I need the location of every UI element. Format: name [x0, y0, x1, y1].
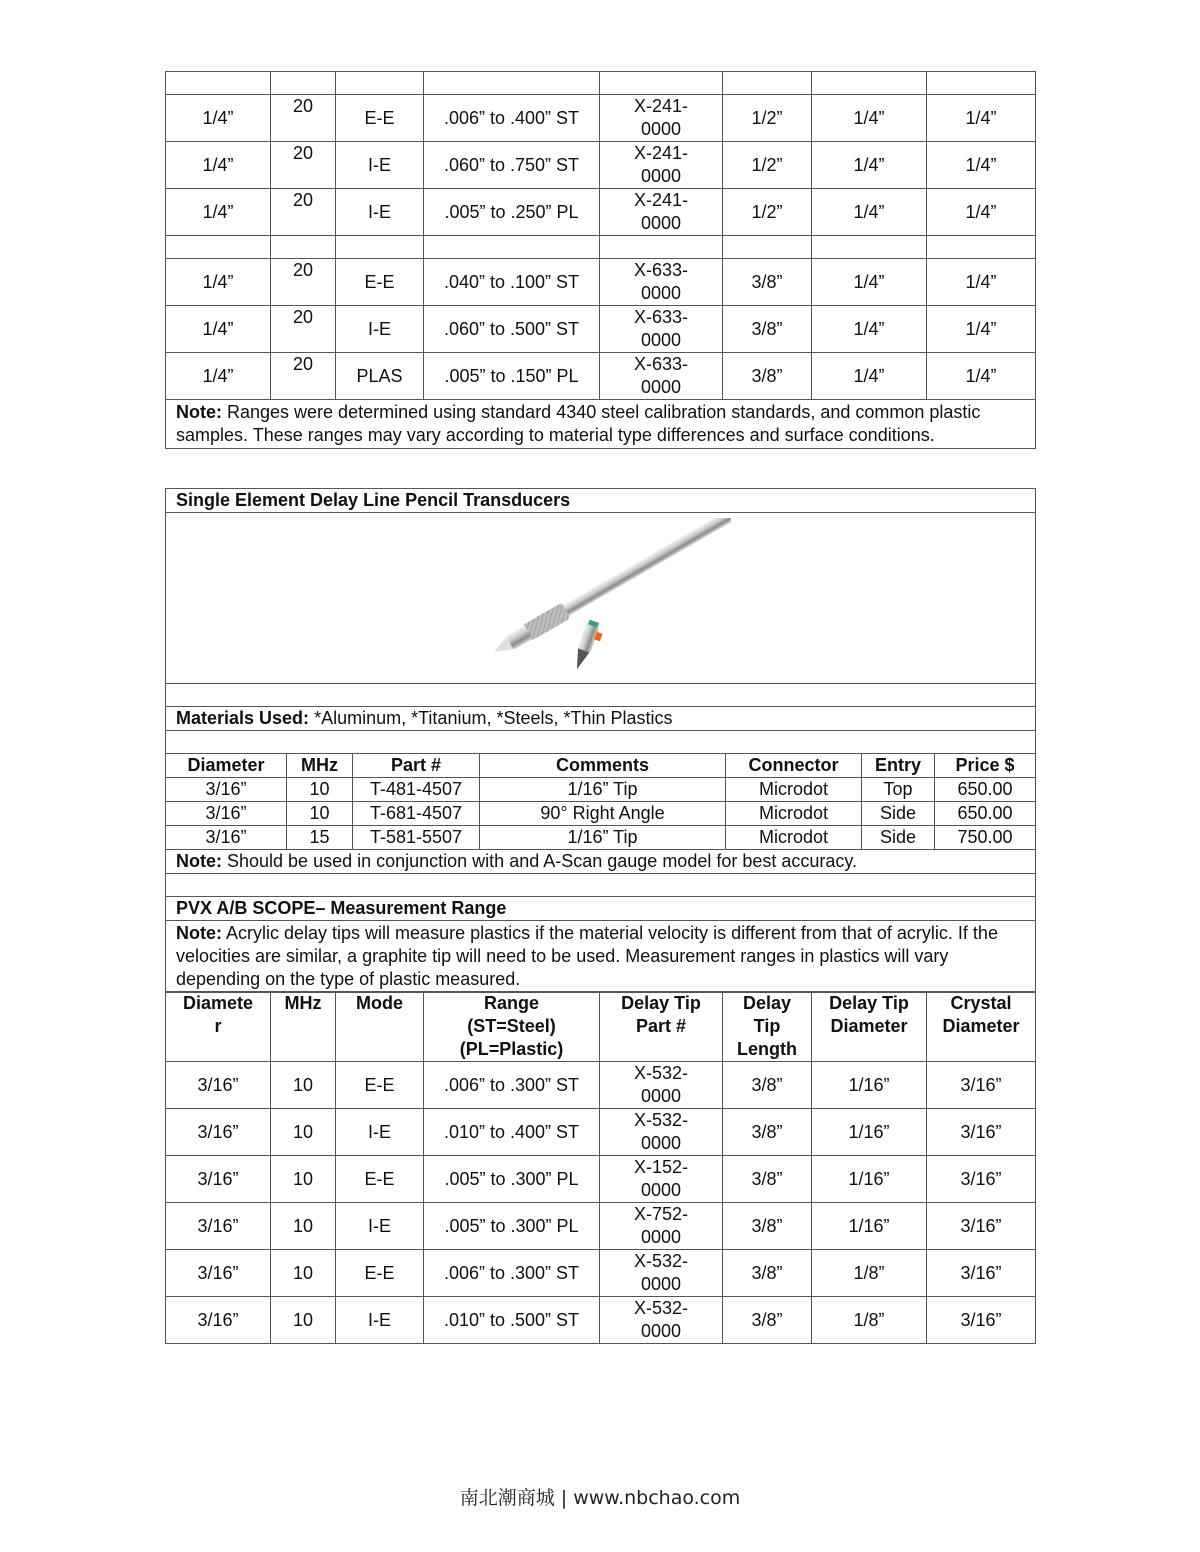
- table-cell: 3/16”: [927, 1203, 1036, 1250]
- spacer-row: [166, 874, 1036, 897]
- table-row: [166, 259, 1036, 306]
- table-row: [166, 826, 1036, 850]
- table-cell: 3/16”: [166, 1062, 271, 1109]
- table-cell: X-633- 0000: [600, 306, 723, 353]
- table-cell: 3/16”: [166, 826, 287, 850]
- table-cell: 10: [271, 1250, 336, 1297]
- table-cell: 10: [271, 1297, 336, 1344]
- table-cell: [336, 72, 424, 95]
- table-cell: 15: [287, 826, 353, 850]
- table-cell: 1/16” Tip: [480, 778, 726, 802]
- column-header: Entry: [862, 754, 935, 778]
- pvx-section-title: PVX A/B SCOPE– Measurement Range: [166, 897, 1036, 921]
- table-cell: 3/16”: [927, 1062, 1036, 1109]
- pvx-measurement-range-table: [165, 991, 1036, 1344]
- table-cell: 1/4”: [812, 306, 927, 353]
- table-cell: 1/16”: [812, 1203, 927, 1250]
- table-cell: X-532- 0000: [600, 1297, 723, 1344]
- table-cell: .060” to .750” ST: [424, 142, 600, 189]
- spacer-row: [166, 731, 1036, 754]
- table-row: [166, 189, 1036, 236]
- table-cell: 1/4”: [166, 142, 271, 189]
- table-cell: E-E: [336, 95, 424, 142]
- table-cell: I-E: [336, 1203, 424, 1250]
- table-cell: 1/4”: [927, 353, 1036, 400]
- table-cell: Microdot: [726, 778, 862, 802]
- table-cell: X-633- 0000: [600, 259, 723, 306]
- table-cell: 1/4”: [812, 142, 927, 189]
- blank-row: [166, 236, 1036, 259]
- table-cell: 3/16”: [166, 1109, 271, 1156]
- column-header: MHz: [271, 992, 336, 1062]
- column-header: Delay Tip Diameter: [812, 992, 927, 1062]
- table-cell: [424, 72, 600, 95]
- table-row: [166, 1156, 1036, 1203]
- column-header: MHz: [287, 754, 353, 778]
- table-cell: Side: [862, 802, 935, 826]
- table-cell: X-532- 0000: [600, 1109, 723, 1156]
- table-cell: 3/8”: [723, 306, 812, 353]
- header-row: [166, 754, 1036, 778]
- table-cell: 1/4”: [812, 259, 927, 306]
- table-row: [166, 778, 1036, 802]
- table-cell: 10: [287, 802, 353, 826]
- table-cell: 3/16”: [166, 778, 287, 802]
- column-header: Diameter: [166, 754, 287, 778]
- table-cell: 3/8”: [723, 1297, 812, 1344]
- table-cell: 3/8”: [723, 1062, 812, 1109]
- table-cell: I-E: [336, 306, 424, 353]
- table-cell: Microdot: [726, 802, 862, 826]
- table-cell: 3/16”: [166, 1156, 271, 1203]
- section-title: Single Element Delay Line Pencil Transducers: [166, 489, 1036, 513]
- table-cell: [600, 236, 723, 259]
- table-cell: [166, 236, 271, 259]
- table-cell: PLAS: [336, 353, 424, 400]
- product-photo: [166, 513, 1036, 684]
- table-cell: T-681-4507: [353, 802, 480, 826]
- footer-watermark: 南北潮商城 | www.nbchao.com: [459, 1487, 741, 1509]
- table-cell: 1/2”: [723, 95, 812, 142]
- table-cell: 1/16”: [812, 1109, 927, 1156]
- table-cell: [812, 236, 927, 259]
- acrylic-note: Note: Acrylic delay tips will measure plastics if the material velocity is different from that of acrylic. If the velocities are similar, a graphite tip will need to be used. Measurement ranges in plastics will vary depending on the type of plastic measured.: [166, 921, 1036, 993]
- ranges-note: Note: Ranges were determined using standard 4340 steel calibration standards, and common plastic samples. These ranges may vary according to material type differences and surface conditions.: [166, 400, 1036, 449]
- table-cell: [927, 236, 1036, 259]
- table-cell: 1/4”: [927, 189, 1036, 236]
- table-cell: 10: [271, 1062, 336, 1109]
- table-cell: 3/8”: [723, 1250, 812, 1297]
- table-cell: 1/4”: [812, 95, 927, 142]
- pencil-transducer-image: [471, 518, 731, 678]
- column-header: Range (ST=Steel) (PL=Plastic): [424, 992, 600, 1062]
- table-cell: 1/4”: [166, 306, 271, 353]
- table-cell: 1/4”: [812, 189, 927, 236]
- table-cell: [271, 72, 336, 95]
- table-cell: 3/16”: [927, 1156, 1036, 1203]
- table-cell: 1/8”: [812, 1297, 927, 1344]
- table-cell: 1/4”: [927, 306, 1036, 353]
- column-header: Comments: [480, 754, 726, 778]
- table-cell: 10: [271, 1203, 336, 1250]
- table-cell: 3/16”: [166, 1203, 271, 1250]
- spacer-row: [166, 684, 1036, 707]
- table-cell: X-241- 0000: [600, 142, 723, 189]
- table-cell: I-E: [336, 1297, 424, 1344]
- table-row: [166, 1297, 1036, 1344]
- table-cell: 1/2”: [723, 189, 812, 236]
- table-cell: 20: [271, 259, 336, 306]
- table-cell: 3/16”: [166, 1297, 271, 1344]
- table-cell: 3/8”: [723, 1203, 812, 1250]
- pencil-transducer-icon: [471, 518, 731, 678]
- table-cell: T-481-4507: [353, 778, 480, 802]
- table-cell: .040” to .100” ST: [424, 259, 600, 306]
- table-cell: 20: [271, 306, 336, 353]
- table-cell: .005” to .300” PL: [424, 1203, 600, 1250]
- measurement-range-table-1/4: [165, 71, 1036, 449]
- table-cell: [166, 72, 271, 95]
- blank-row: [166, 72, 1036, 95]
- table-cell: 3/16”: [927, 1250, 1036, 1297]
- table-cell: .006” to .300” ST: [424, 1062, 600, 1109]
- table-cell: .060” to .500” ST: [424, 306, 600, 353]
- table-cell: [424, 236, 600, 259]
- table-cell: 1/4”: [927, 259, 1036, 306]
- column-header: Price $: [935, 754, 1036, 778]
- table-row: [166, 306, 1036, 353]
- table-cell: 10: [287, 778, 353, 802]
- table-cell: X-152- 0000: [600, 1156, 723, 1203]
- table-cell: 1/16” Tip: [480, 826, 726, 850]
- table-row: [166, 1062, 1036, 1109]
- table-cell: Microdot: [726, 826, 862, 850]
- table-row: [166, 1250, 1036, 1297]
- table-cell: 3/16”: [927, 1297, 1036, 1344]
- table-cell: 1/4”: [166, 189, 271, 236]
- table-cell: 1/4”: [927, 95, 1036, 142]
- table-cell: E-E: [336, 1250, 424, 1297]
- table-cell: .006” to .300” ST: [424, 1250, 600, 1297]
- accuracy-note: Note: Should be used in conjunction with and A-Scan gauge model for best accuracy.: [166, 850, 1036, 874]
- column-header: Delay Tip Part #: [600, 992, 723, 1062]
- table-cell: T-581-5507: [353, 826, 480, 850]
- table-cell: [927, 72, 1036, 95]
- table-cell: [723, 72, 812, 95]
- table-row: [166, 353, 1036, 400]
- table-cell: 1/4”: [166, 259, 271, 306]
- table-row: [166, 1203, 1036, 1250]
- table-cell: .010” to .400” ST: [424, 1109, 600, 1156]
- table-cell: 20: [271, 142, 336, 189]
- table-cell: .005” to .250” PL: [424, 189, 600, 236]
- table-row: [166, 802, 1036, 826]
- table-cell: 1/16”: [812, 1156, 927, 1203]
- table-cell: [812, 72, 927, 95]
- table-cell: .005” to .150” PL: [424, 353, 600, 400]
- column-header: Diamete r: [166, 992, 271, 1062]
- table-cell: 20: [271, 95, 336, 142]
- table-cell: 650.00: [935, 778, 1036, 802]
- column-header: Connector: [726, 754, 862, 778]
- table-cell: [336, 236, 424, 259]
- column-header: Part #: [353, 754, 480, 778]
- table-cell: [271, 236, 336, 259]
- table-cell: 3/8”: [723, 1156, 812, 1203]
- table-cell: E-E: [336, 1062, 424, 1109]
- table-cell: E-E: [336, 259, 424, 306]
- table-cell: 1/8”: [812, 1250, 927, 1297]
- pencil-transducer-section: [165, 488, 1036, 993]
- table-cell: I-E: [336, 1109, 424, 1156]
- table-cell: X-532- 0000: [600, 1062, 723, 1109]
- table-cell: [600, 72, 723, 95]
- table-cell: X-752- 0000: [600, 1203, 723, 1250]
- table-cell: Top: [862, 778, 935, 802]
- table-cell: 3/16”: [927, 1109, 1036, 1156]
- column-header: Delay Tip Length: [723, 992, 812, 1062]
- table-cell: 3/8”: [723, 259, 812, 306]
- table-cell: 3/8”: [723, 353, 812, 400]
- table-cell: 1/4”: [812, 353, 927, 400]
- materials-used: Materials Used: *Aluminum, *Titanium, *Steels, *Thin Plastics: [166, 707, 1036, 731]
- table-cell: [723, 236, 812, 259]
- table-cell: X-633- 0000: [600, 353, 723, 400]
- table-cell: 3/16”: [166, 1250, 271, 1297]
- table-cell: 90° Right Angle: [480, 802, 726, 826]
- table-cell: 1/4”: [166, 353, 271, 400]
- table-cell: 10: [271, 1156, 336, 1203]
- table-cell: 650.00: [935, 802, 1036, 826]
- table-row: [166, 1109, 1036, 1156]
- table-cell: I-E: [336, 142, 424, 189]
- table-cell: .010” to .500” ST: [424, 1297, 600, 1344]
- header-row: [166, 992, 1036, 1062]
- table-cell: 20: [271, 189, 336, 236]
- table-cell: 1/4”: [927, 142, 1036, 189]
- table-cell: X-241- 0000: [600, 95, 723, 142]
- table-cell: 1/16”: [812, 1062, 927, 1109]
- column-header: Mode: [336, 992, 424, 1062]
- table-cell: 750.00: [935, 826, 1036, 850]
- table-cell: 3/8”: [723, 1109, 812, 1156]
- table-cell: E-E: [336, 1156, 424, 1203]
- table-cell: 10: [271, 1109, 336, 1156]
- table-cell: X-532- 0000: [600, 1250, 723, 1297]
- table-cell: 3/16”: [166, 802, 287, 826]
- table-cell: .006” to .400” ST: [424, 95, 600, 142]
- table-cell: 1/2”: [723, 142, 812, 189]
- table-cell: I-E: [336, 189, 424, 236]
- table-row: [166, 142, 1036, 189]
- table-cell: 20: [271, 353, 336, 400]
- table-row: [166, 95, 1036, 142]
- table-cell: .005” to .300” PL: [424, 1156, 600, 1203]
- table-cell: 1/4”: [166, 95, 271, 142]
- table-cell: Side: [862, 826, 935, 850]
- table-cell: X-241- 0000: [600, 189, 723, 236]
- column-header: Crystal Diameter: [927, 992, 1036, 1062]
